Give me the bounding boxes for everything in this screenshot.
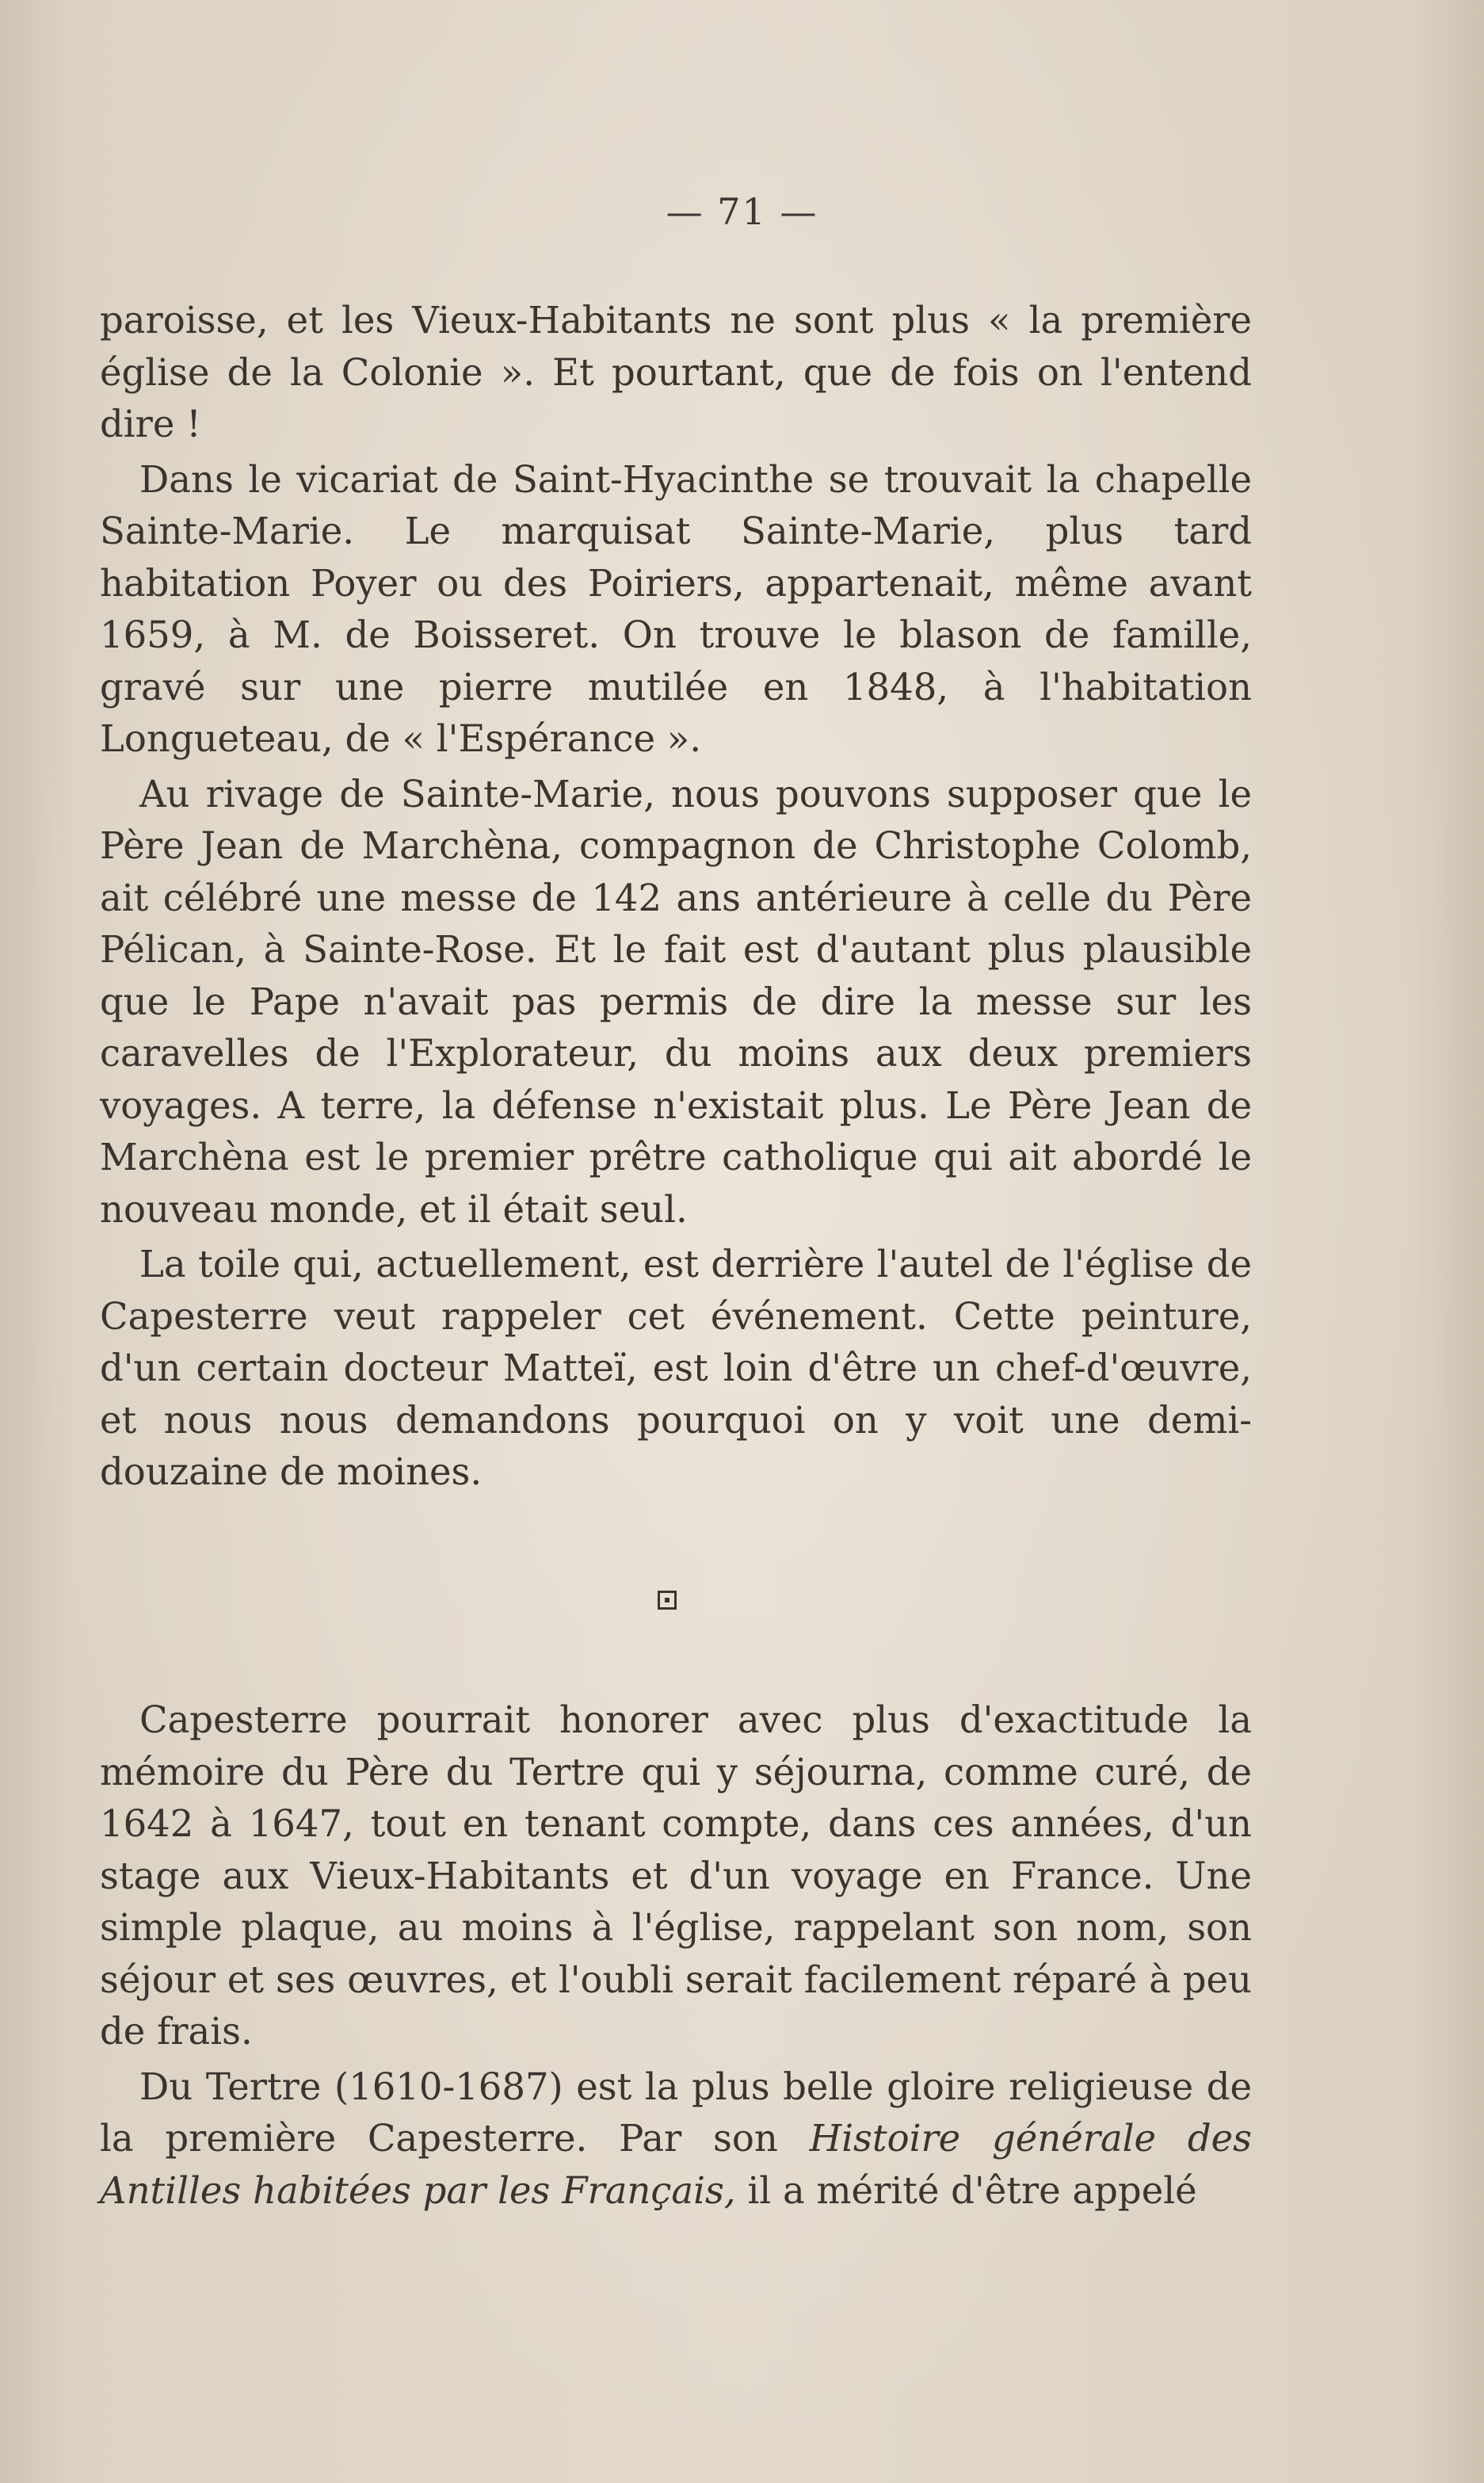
paragraph: La toile qui, actuellement, est derrière l'autel de l'église de Capesterre veut rappeler cet événement. Cette peinture, d'un certain docteur Matteï, est loin d'être un chef-d'œuvre, et nous nous demandons pourquoi on y voit une demi-douzaine de moines. [100, 1243, 1252, 1493]
section-separator-icon [658, 1591, 677, 1610]
paragraph: Capesterre pourrait honorer avec plus d'exactitude la mémoire du Père du Tertre qui y séjourna, comme curé, de 1642 à 1647, tout en tenant compte, dans ces années, d'un stage aux Vieux-Habitants et d'un voyage en France. Une simple plaque, au moins à l'église, rappelant son nom, son séjour et ses œuvres, et l'oubli serait facilement réparé à peu de frais. [100, 1698, 1252, 2053]
paragraph: Au rivage de Sainte-Marie, nous pouvons supposer que le Père Jean de Marchèna, compagnon de Christophe Colomb, ait célébré une messe de 142 ans antérieure à celle du Père Pélican, à Sainte-Rose. Et le fait est d'autant plus plausible que le Pape n'avait pas permis de dire la messe sur les caravelles de l'Explorateur, du moins aux deux premiers voyages. A terre, la défense n'existait plus. Le Père Jean de Marchèna est le premier prêtre catholique qui ait abordé le nouveau monde, et il était seul. [100, 772, 1252, 1231]
paragraph: paroisse, et les Vieux-Habitants ne sont plus « la première église de la Colonie ». Et pourtant, que de fois on l'entend dire ! [100, 299, 1252, 445]
section-2 [100, 1694, 1252, 2220]
paragraph-last [100, 2061, 1252, 2218]
page-number: — 71 — [666, 190, 818, 233]
paragraph: Dans le vicariat de Saint-Hyacinthe se trouvait la chapelle Sainte-Marie. Le marquisat Sainte-Marie, plus tard habitation Poyer ou des Poiriers, appartenait, même avant 1659, à M. de Boisseret. On trouve le blason de famille, gravé sur une pierre mutilée en 1848, à l'habitation Longueteau, de « l'Espérance ». [100, 457, 1252, 760]
text-run: Du Tertre (1610-1687) est la plus belle gloire religieuse de la première Capesterre. Par son [100, 2065, 1252, 2160]
section-1 [100, 295, 1252, 1502]
text-run: il a mérité d'être appelé [747, 2168, 1197, 2212]
book-title: Histoire générale des Antilles habitées par les Français, [100, 2117, 1252, 2212]
